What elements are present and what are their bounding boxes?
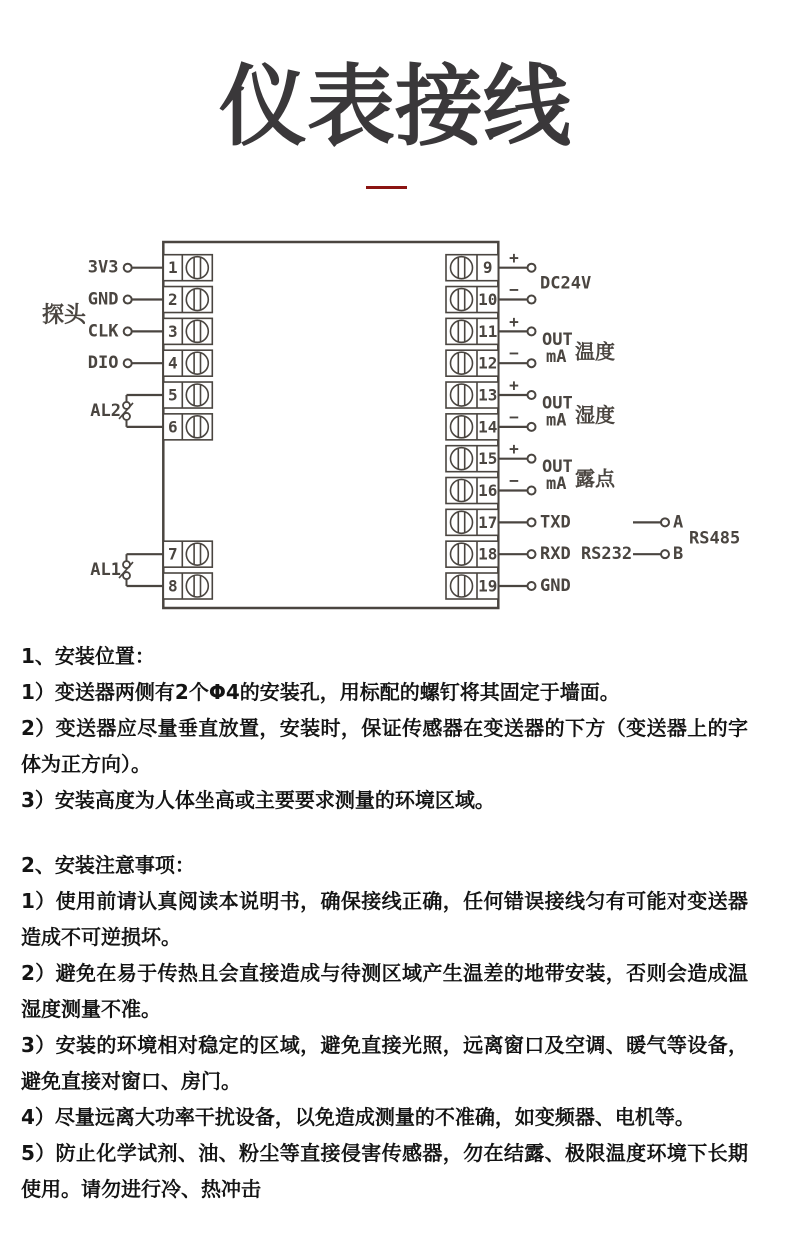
polarity-plus: + <box>509 439 519 459</box>
switch-label-al1: AL1 <box>90 560 121 581</box>
connection-node <box>124 359 132 367</box>
polarity-minus: − <box>509 280 519 300</box>
polarity-plus: + <box>509 375 519 395</box>
out-label: OUT <box>542 329 573 350</box>
instruction-item: 1）变送器两侧有2个Φ4的安装孔，用标配的螺钉将其固定于墙面。 <box>21 680 620 704</box>
connection-node <box>661 518 669 526</box>
instruction-item: 1）使用前请认真阅读本说明书，确保接线正确，任何错误接线匀有可能对变送器造成不可逆损坏。 <box>21 889 748 949</box>
section-install-notes <box>21 847 748 1207</box>
polarity-plus: + <box>509 248 519 268</box>
polarity-plus: + <box>509 311 519 331</box>
connection-node <box>528 518 536 526</box>
instruction-item: 2）避免在易于传热且会直接造成与待测区域产生温差的地带安装，否则会造成温湿度测量不准。 <box>21 961 748 1021</box>
instruction-item: 2）变送器应尽量垂直放置，安装时，保证传感器在变送器的下方（变送器上的字体为正方向）。 <box>21 716 748 776</box>
probe-group-label: 探头 <box>41 303 87 328</box>
rs485-line-b: B <box>673 544 684 565</box>
instruction-item: 4）尽量远离大功率干扰设备，以免造成测量的不准确，如变频器、电机等。 <box>21 1105 695 1129</box>
pin-label-3v3: 3V3 <box>87 257 119 278</box>
connection-node <box>124 296 132 304</box>
unit-label: mA <box>546 410 567 431</box>
section-heading: 2、安装注意事项： <box>21 853 195 877</box>
section-install-position <box>21 638 748 818</box>
pin-label-txd: TXD <box>540 512 571 533</box>
pin-label-dio: DIO <box>87 353 119 374</box>
connection-node <box>528 423 536 431</box>
channel-label: 露点 <box>575 466 615 491</box>
terminal-number-18: 18 <box>478 544 498 564</box>
connection-node <box>528 264 536 272</box>
switch-blade <box>119 562 133 578</box>
terminal-number-9: 9 <box>482 258 493 278</box>
rs485-line-a: A <box>673 512 684 533</box>
terminal-number-10: 10 <box>478 290 498 310</box>
instruction-item: 5）防止化学试剂、油、粉尘等直接侵害传感器，勿在结露、极限温度环境下长期使用。请勿进行冷、热冲击 <box>21 1141 748 1201</box>
terminal-number-16: 16 <box>478 481 498 501</box>
terminal-number-1: 1 <box>167 258 178 278</box>
connection-node <box>528 359 536 367</box>
terminal-number-17: 17 <box>478 512 498 532</box>
rs485-label: RS485 <box>689 528 741 549</box>
terminal-number-19: 19 <box>478 576 498 596</box>
out-label: OUT <box>542 457 573 478</box>
connection-node <box>528 582 536 590</box>
polarity-minus: − <box>509 471 519 491</box>
switch-blade <box>119 403 133 419</box>
page-title: 仪表接线 <box>218 55 571 158</box>
connection-node <box>124 264 132 272</box>
connection-node <box>528 550 536 558</box>
connection-node <box>124 327 132 335</box>
terminal-number-3: 3 <box>167 321 178 341</box>
terminal-number-8: 8 <box>167 576 178 596</box>
instructions <box>21 638 748 1207</box>
connection-node <box>661 550 669 558</box>
channel-label: 温度 <box>575 339 615 364</box>
terminal-number-12: 12 <box>478 353 498 373</box>
polarity-minus: − <box>509 343 519 363</box>
pin-label-rxd-rs232: RXD RS232 <box>540 544 633 565</box>
unit-label: mA <box>546 474 567 495</box>
terminal-number-6: 6 <box>167 417 178 437</box>
terminal-number-11: 11 <box>478 321 498 341</box>
connection-node <box>528 391 536 399</box>
terminal-number-7: 7 <box>167 544 178 564</box>
pin-label-clk: CLK <box>87 321 119 342</box>
terminal-number-15: 15 <box>478 449 498 469</box>
terminal-number-4: 4 <box>167 353 178 373</box>
terminal-number-14: 14 <box>478 417 498 437</box>
terminal-number-2: 2 <box>167 290 178 310</box>
pin-label-gnd: GND <box>87 289 119 310</box>
pin-label-dc24v: DC24V <box>540 273 592 294</box>
out-label: OUT <box>542 393 573 414</box>
connection-node <box>528 487 536 495</box>
instruction-item: 3）安装的环境相对稳定的区域，避免直接光照，远离窗口及空调、暖气等设备，避免直接对窗口、房门。 <box>21 1033 748 1093</box>
terminal-number-5: 5 <box>167 385 178 405</box>
pin-label-gnd: GND <box>540 576 571 596</box>
instruction-item: 3）安装高度为人体坐高或主要要求测量的环境区域。 <box>21 788 495 812</box>
section-heading: 1、安装位置： <box>21 644 155 668</box>
connection-node <box>528 455 536 463</box>
connection-node <box>528 327 536 335</box>
terminal-number-13: 13 <box>478 385 498 405</box>
switch-label-al2: AL2 <box>90 400 121 421</box>
connection-node <box>528 296 536 304</box>
polarity-minus: − <box>509 407 519 427</box>
unit-label: mA <box>546 346 567 367</box>
channel-label: 湿度 <box>575 402 615 427</box>
